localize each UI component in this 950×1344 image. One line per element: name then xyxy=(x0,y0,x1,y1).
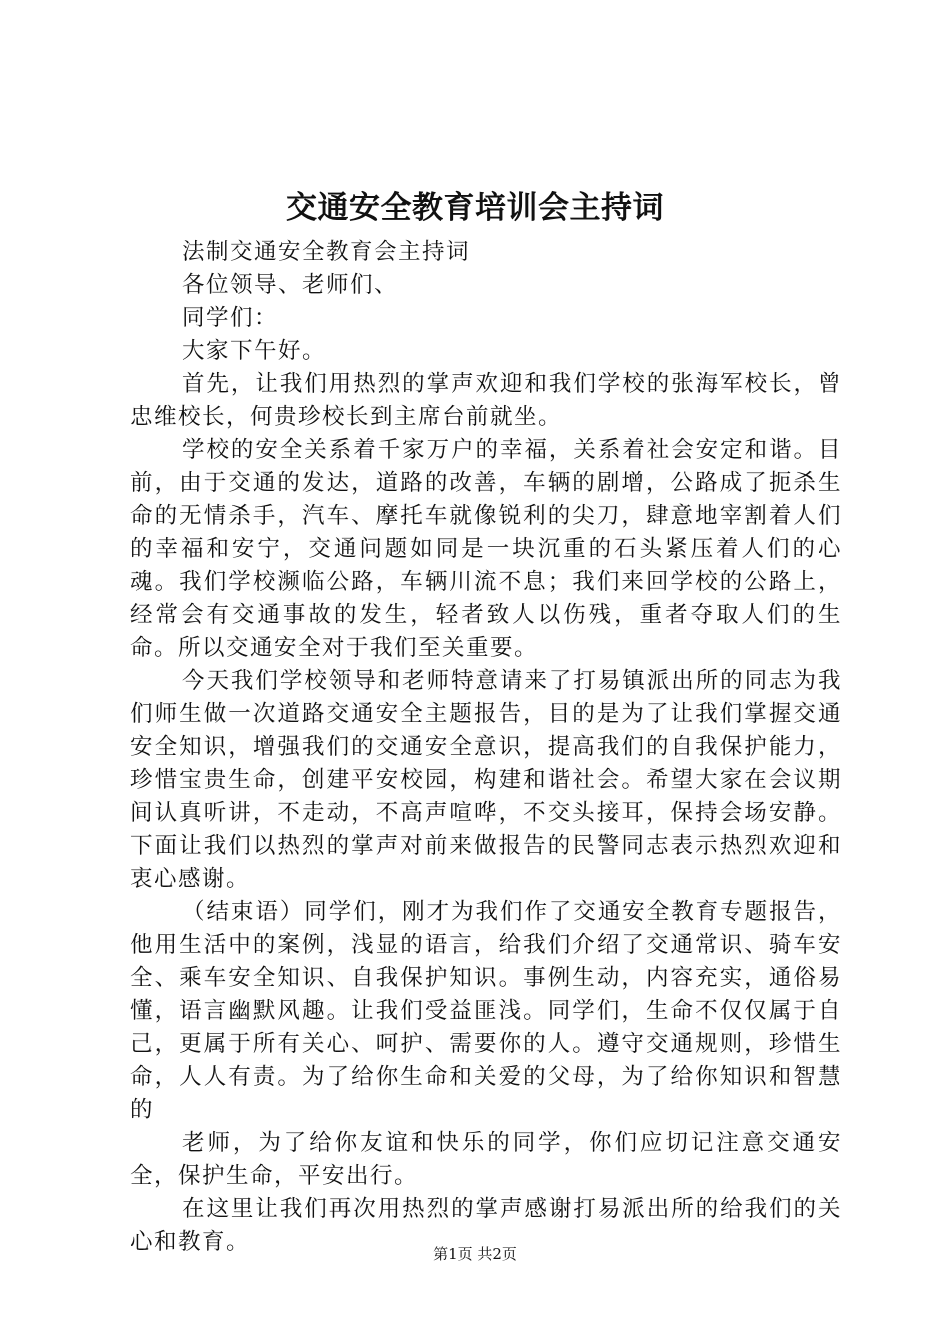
page-number-footer: 第1页 共2页 xyxy=(433,1245,517,1263)
paragraph-heading: 法制交通安全教育会主持词 xyxy=(182,239,471,265)
paragraph-welcome: 首先，让我们用热烈的掌声欢迎和我们学校的张海军校长，曾忠维校长，何贵珍校长到主席台前就坐。 xyxy=(130,371,842,430)
paragraph-thanks: 在这里让我们再次用热烈的掌声感谢打易派出所的给我们的关心和教育。 xyxy=(130,1196,842,1255)
paragraph-salutation-1: 各位领导、老师们、 xyxy=(182,272,399,298)
document-title: 交通安全教育培训会主持词 xyxy=(286,190,664,226)
paragraph-salutation-2: 同学们： xyxy=(182,305,279,331)
paragraph-safety-importance: 学校的安全关系着千家万户的幸福，关系着社会安定和谐。目前，由于交通的发达，道路的改善，车辆的剧增，公路成了扼杀生命的无情杀手，汽车、摩托车就像锐利的尖刀，肆意地宰割着人们的幸福和安宁，交通问题如同是一块沉重的石头紧压着人们的心魂。我们学校濒临公路，车辆川流不息；我们来回学校的公路上，经常会有交通事故的发生，轻者致人以伤残，重者夺取人们的生命。所以交通安全对于我们至关重要。 xyxy=(130,437,842,661)
paragraph-greeting: 大家下午好。 xyxy=(182,338,327,364)
paragraph-closing-continued: 老师，为了给你友谊和快乐的同学，你们应切记注意交通安全，保护生命，平安出行。 xyxy=(130,1130,842,1189)
paragraph-closing-remarks: （结束语）同学们，刚才为我们作了交通安全教育专题报告，他用生活中的案例，浅显的语言，给我们介绍了交通常识、骑车安全、乘车安全知识、自我保护知识。事例生动，内容充实，通俗易懂，语言幽默风趣。让我们受益匪浅。同学们，生命不仅仅属于自己，更属于所有关心、呵护、需要你的人。遵守交通规则，珍惜生命，人人有责。为了给你生命和关爱的父母，为了给你知识和智慧的 xyxy=(130,899,842,1123)
document-body xyxy=(130,236,842,1259)
paragraph-introduction: 今天我们学校领导和老师特意请来了打易镇派出所的同志为我们师生做一次道路交通安全主题报告，目的是为了让我们掌握交通安全知识，增强我们的交通安全意识，提高我们的自我保护能力，珍惜宝贵生命，创建平安校园，构建和谐社会。希望大家在会议期间认真听讲，不走动，不高声喧哗，不交头接耳，保持会场安静。下面让我们以热烈的掌声对前来做报告的民警同志表示热烈欢迎和衷心感谢。 xyxy=(130,668,842,892)
